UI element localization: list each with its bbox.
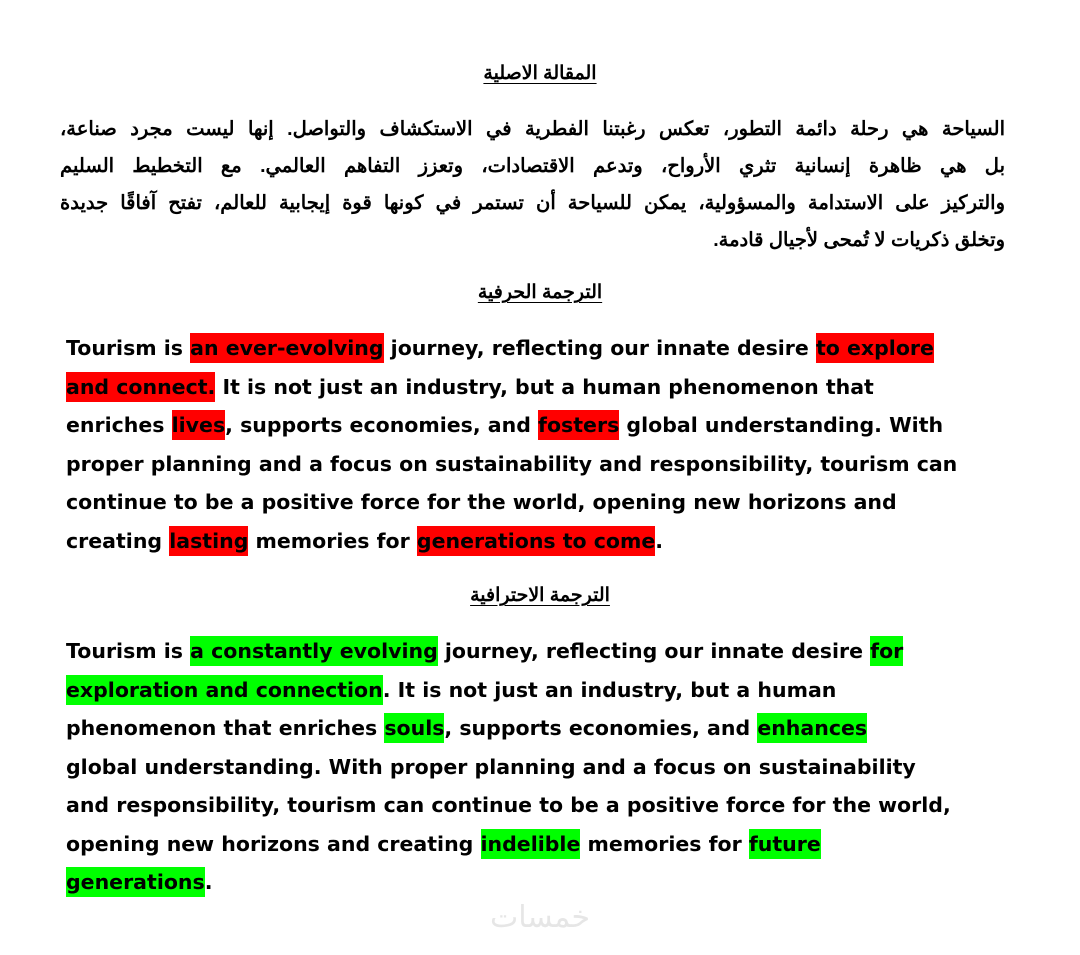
arabic-line: وتخلق ذكريات لا تُمحى لأجيال قادمة. — [713, 229, 1005, 251]
highlighted-phrase: to explore — [816, 333, 934, 363]
text-segment: memories for — [248, 528, 417, 553]
text-segment: proper planning and a focus on sustainability and responsibility, tourism can — [66, 451, 958, 476]
highlighted-phrase: souls — [384, 713, 444, 743]
text-segment: global understanding. With proper planning and a focus on sustainability — [66, 754, 916, 779]
highlighted-phrase: generations to come — [417, 526, 655, 556]
text-line — [66, 632, 1026, 671]
highlighted-phrase: fosters — [538, 410, 619, 440]
text-segment: opening new horizons and creating — [66, 831, 481, 856]
highlighted-phrase: exploration and connection — [66, 675, 383, 705]
text-segment: It is not just an industry, but a human phenomenon that — [215, 374, 874, 399]
highlighted-phrase: enhances — [757, 713, 867, 743]
professional-translation-paragraph — [66, 632, 1026, 902]
text-line — [66, 863, 1026, 902]
text-segment: . — [655, 528, 664, 553]
text-segment: . It is not just an industry, but a human — [382, 677, 837, 702]
text-segment: phenomenon that enriches — [66, 716, 385, 740]
text-line — [66, 445, 1026, 484]
highlighted-phrase: future — [749, 829, 821, 859]
highlighted-phrase: lasting — [169, 526, 248, 556]
text-segment: global understanding. With — [619, 413, 944, 437]
highlighted-phrase: and connect. — [66, 372, 215, 402]
text-line — [66, 329, 1026, 368]
text-segment: creating — [66, 528, 170, 553]
original-arabic-paragraph — [60, 111, 1005, 259]
text-segment: , supports economies, and — [225, 413, 539, 437]
highlighted-phrase: lives — [172, 410, 226, 440]
highlighted-phrase: generations — [66, 867, 205, 897]
text-segment: enriches — [66, 413, 172, 437]
text-segment: , supports economies, and — [444, 716, 758, 740]
text-line — [66, 671, 1026, 710]
text-segment: . — [204, 870, 213, 894]
literal-translation-heading: الترجمة الحرفية — [477, 282, 603, 303]
highlighted-phrase: for — [870, 636, 903, 666]
arabic-line: والتركيز على الاستدامة والمسؤولية، يمكن للسياحة أن تستمر في كونها قوة إيجابية للعالم، تفتح آفاقًا جديدة — [60, 192, 1005, 214]
highlighted-phrase: a constantly evolving — [190, 636, 438, 666]
arabic-line: بل هي ظاهرة إنسانية تثري الأرواح، وتدعم الاقتصادات، وتعزز التفاهم العالمي. مع التخطيط السليم — [60, 155, 1005, 177]
text-line — [66, 522, 1026, 561]
arabic-line: السياحة هي رحلة دائمة التطور، تعكس رغبتنا الفطرية في الاستكشاف والتواصل. إنها ليست مجرد صناعة، — [60, 118, 1005, 140]
text-line — [66, 825, 1026, 864]
text-segment: and responsibility, tourism can continue to be a positive force for the world, — [66, 793, 951, 817]
text-segment: Tourism is — [66, 639, 191, 663]
literal-translation-paragraph — [66, 329, 1026, 560]
original-article-heading: المقالة الاصلية — [483, 63, 597, 84]
text-segment: Tourism is — [66, 336, 191, 360]
text-line — [66, 483, 1026, 522]
highlighted-phrase: an ever-evolving — [190, 333, 383, 363]
text-segment: journey, reflecting our innate desire — [383, 336, 816, 360]
text-segment: continue to be a positive force for the world, opening new horizons and — [66, 490, 897, 514]
watermark-logo: خمسات — [489, 900, 591, 935]
text-line — [66, 786, 1026, 825]
text-line — [66, 406, 1026, 445]
highlighted-phrase: indelible — [481, 829, 581, 859]
professional-translation-heading: الترجمة الاحترافية — [470, 585, 610, 606]
text-segment: journey, reflecting our innate desire — [437, 639, 871, 663]
text-line — [66, 368, 1026, 407]
text-line — [66, 748, 1026, 787]
text-line — [66, 709, 1026, 748]
text-segment: memories for — [580, 831, 749, 856]
